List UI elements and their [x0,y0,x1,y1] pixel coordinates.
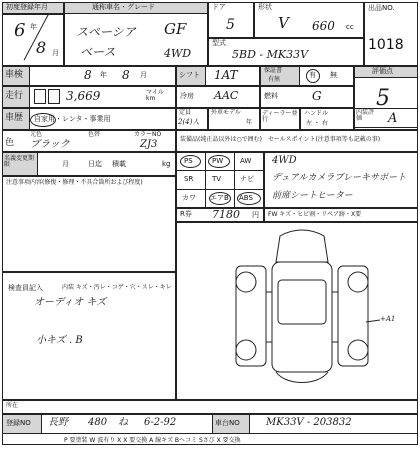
type-value: 5BD - MK33V [232,48,309,61]
odo-box-1 [34,89,46,104]
recycle-label: R券 [180,210,192,218]
capacity-label: 定員 [179,109,192,116]
inspector-label: 検査員記入 [8,284,43,292]
history-label: 車歴 [5,113,24,123]
sales-point-1: 4WD [272,155,297,166]
dealer-options: 左 ・ 右 [306,120,328,127]
warranty-none: 無 [330,71,337,79]
aircon-value: AAC [214,89,239,102]
inspection-year: 8 [84,68,92,82]
chassis-value: MK33V - 203832 [266,417,352,428]
color-no-label: カラーNO [134,131,162,138]
sales-point-2: デュアルカメラブレーキサポート [272,173,407,183]
car-diagram [176,222,418,400]
fuel-label: 燃料 [264,92,278,100]
display-no: 1018 [368,37,404,53]
inspector-note-1: オーディオ キズ [34,297,107,308]
wheel-rear-right [348,340,368,360]
shape-label: 形状 [258,3,272,11]
wheel-front-left [236,272,256,292]
display-no-label: 出品NO. [368,4,395,12]
equip-ps-circle [180,155,201,168]
first-reg-month: 8 [36,38,47,57]
orig-color-label: 元色 [30,131,43,138]
car-right-side [338,266,368,366]
sub-grade: ベース [80,45,116,59]
mileage-label: 走行 [5,91,24,101]
car-hood [276,230,328,262]
drive: 4WD [164,47,192,60]
equip-abs-circle [237,192,261,205]
inspection-month: 8 [122,68,130,82]
sales-label: セールスポイント(注意事項等も記載の事) [268,136,381,143]
equip-abs: ABS [239,194,253,202]
recycle-value: 7180 [212,208,240,221]
recycle-unit: 円 [252,211,259,219]
cc-unit: cc [346,23,354,31]
fuel-value: G [312,89,322,103]
inspector-items: 内装 キズ・汚レ・コゲ・穴・スレ・キレ [62,284,172,291]
interior-value: A [388,111,398,126]
warranty-sub: 有無 [268,76,281,83]
notes-area [2,176,176,272]
mileage-unit: マイル km [146,89,164,102]
color-no-value: ZJ3 [140,139,158,150]
type-label: 型式 [212,39,226,47]
score-value: 5 [376,86,390,111]
chassis-label: 車台NO [215,419,240,427]
aircon-label: 冷房 [180,92,194,100]
equip-pw-circle [208,155,230,168]
equip-pw: PW [212,157,224,165]
model-name: スペーシア [76,25,136,39]
transfer-label: 名義変更期限 [4,155,35,168]
model-change-label: 外車モデル [211,109,241,116]
equip-airbag-circle [209,192,231,205]
inspector-note-2: 小キズ . B [36,335,83,346]
color-label: 色 [5,138,15,148]
mileage-value: 3,669 [66,89,101,103]
wheel-rear-left [236,340,256,360]
door-label: ドア [212,3,226,11]
shift-label: シフト [179,71,200,79]
door-value: 5 [226,17,235,33]
car-roof [278,280,326,324]
model-grade-label: 通称車名・グレード [92,3,155,11]
notes-label: 注意事項内容(修復・修理・不具合箇所および程度) [6,179,143,186]
equip-sr: SR [184,175,194,183]
load-label: 積載 [112,160,126,168]
odo-box-2 [48,89,60,104]
history-value: 自家用・レンタ・事業用 [34,115,111,123]
inspection-year-unit: 年 [100,71,107,79]
first-reg-year: 6 [14,20,26,41]
score-label: 評価点 [372,67,393,75]
inspection-month-unit: 月 [140,71,147,79]
first-reg-year-unit: 年 [30,23,37,31]
wheel-front-right [348,272,368,292]
interior-label: 内装評価 [356,109,375,122]
orig-color-value: ブラック [30,139,70,150]
sales-point-3: 前席シートヒーター [272,191,353,201]
car-rear [276,372,328,383]
equip-airbag: エアB [210,194,229,202]
shape-value: V [278,14,289,32]
equip-aw: AW [240,157,252,165]
reg-no-class: 480 [88,417,108,428]
footer-legend: P 要塗装 W 波有り X X 要交換 A 線キズ Bヘコミ Sさび X 要交換 [64,437,241,444]
warranty-label: 保証書 [264,67,283,74]
first-reg-label: 初度登録年月 [6,3,48,11]
diagram-note: +A1 [380,315,396,323]
grade: GF [164,20,187,38]
current-color-label: 色替 [88,131,101,138]
equip-tv: TV [212,175,222,183]
shift-value: 1AT [214,68,238,82]
handle-label: ハンドル [304,110,329,117]
dealer-label: ディーラー並行 [262,110,298,123]
owner-row [2,400,418,414]
reg-no-num: 6-2-92 [144,417,177,428]
first-reg-month-unit: 月 [52,49,59,57]
equip-ps: PS [184,157,193,165]
transfer-month-unit: 月 [62,160,69,168]
capacity-value: 2(4)人 [178,118,200,126]
sales-tail: FW キズ・ヒビ割・リペア跡・X要 [268,211,362,218]
load-kg-unit: kg [162,160,171,168]
equip-leather: カワ [182,194,196,202]
reg-no-label: 登録NO [6,419,31,427]
equip-label: 装備品(純正品以外は○で囲む) [180,136,262,143]
displacement: 660 [312,19,335,33]
car-body [272,262,332,372]
car-left-side [236,266,266,366]
owner-label: 所在 [6,402,19,409]
transfer-day-label: 日迄 [88,160,102,168]
model-change-unit: 年 [246,119,253,126]
equip-navi: ナビ [240,175,254,183]
reg-no-area: 長野 [48,417,68,428]
warranty-value: 有 [309,71,316,79]
reg-no-kana: ね [118,417,128,428]
inspection-label: 車検 [5,70,24,80]
